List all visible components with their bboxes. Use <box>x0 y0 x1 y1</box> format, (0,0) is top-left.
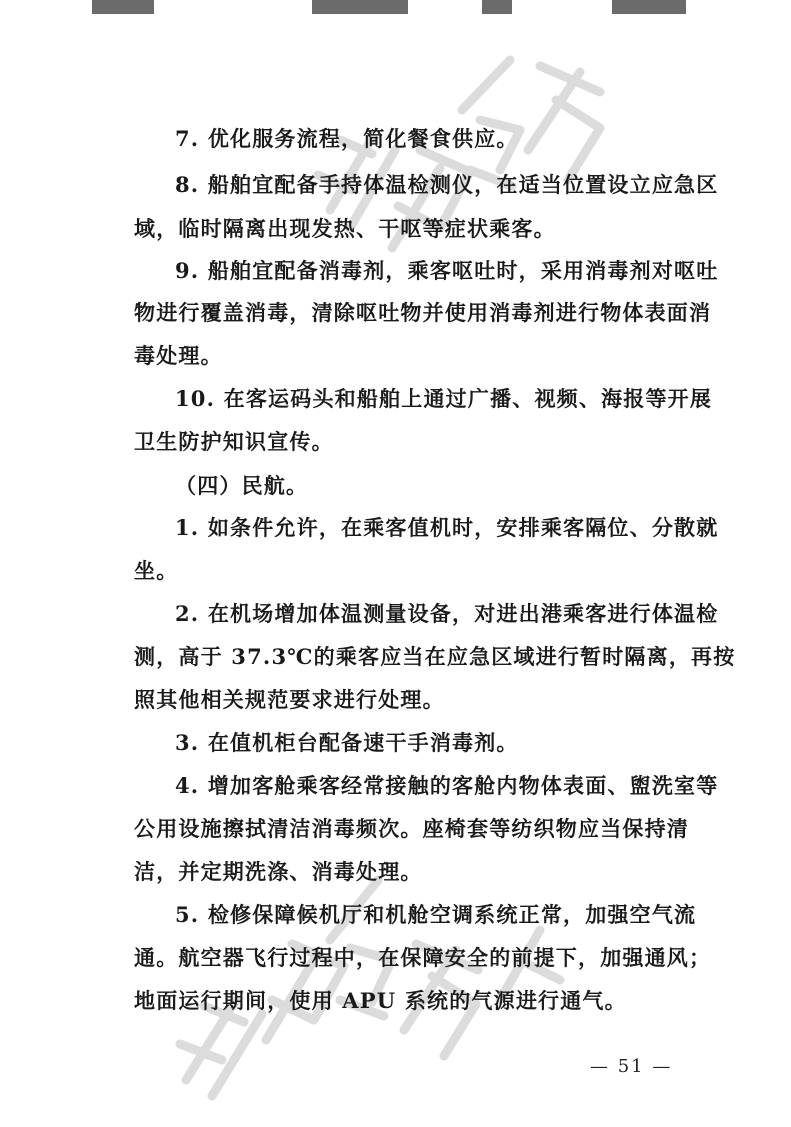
paragraph-line: 9. 船舶宜配备消毒剂，乘客呕吐时，采用消毒剂对呕吐 <box>175 258 719 283</box>
paragraph-line: 通。航空器飞行过程中，在保障安全的前提下，加强通风； <box>134 945 712 970</box>
paragraph-line: 洁，并定期洗涤、消毒处理。 <box>134 859 423 884</box>
paragraph-line: 卫生防护知识宣传。 <box>134 429 334 454</box>
paragraph-line: 照其他相关规范要求进行处理。 <box>134 687 445 712</box>
paragraph-line: 8. 船舶宜配备手持体温检测仪，在适当位置设立应急区 <box>175 172 719 197</box>
paragraph-line: 1. 如条件允许，在乘客值机时，安排乘客隔位、分散就 <box>175 515 719 540</box>
paragraph-line: 坐。 <box>134 558 179 583</box>
section-heading: （四）民航。 <box>175 473 309 498</box>
scan-top-edge-marks <box>0 0 791 20</box>
paragraph-line: 7. 优化服务流程，简化餐食供应。 <box>175 126 519 151</box>
paragraph-line: 公用设施擦拭清洁消毒频次。座椅套等纺织物应当保持清 <box>134 816 689 841</box>
paragraph-line: 2. 在机场增加体温测量设备，对进出港乘客进行体温检 <box>175 601 719 626</box>
page-number: — 51 — <box>590 1056 673 1077</box>
paragraph-line: 物进行覆盖消毒，清除呕吐物并使用消毒剂进行物体表面消 <box>134 300 712 325</box>
paragraph-line: 测，高于 37.3℃的乘客应当在应急区域进行暂时隔离，再按 <box>134 644 736 669</box>
paragraph-line: 3. 在值机柜台配备速干手消毒剂。 <box>175 730 519 755</box>
paragraph-line: 4. 增加客舱乘客经常接触的客舱内物体表面、盥洗室等 <box>175 773 719 798</box>
paragraph-line: 10. 在客运码头和船舶上通过广播、视频、海报等开展 <box>175 386 713 411</box>
paragraph-line: 地面运行期间，使用 APU 系统的气源进行通气。 <box>134 988 627 1013</box>
paragraph-line: 5. 检修保障候机厅和机舱空调系统正常，加强空气流 <box>175 902 697 927</box>
paragraph-line: 域，临时隔离出现发热、干呕等症状乘客。 <box>134 216 556 241</box>
paragraph-line: 毒处理。 <box>134 343 223 368</box>
